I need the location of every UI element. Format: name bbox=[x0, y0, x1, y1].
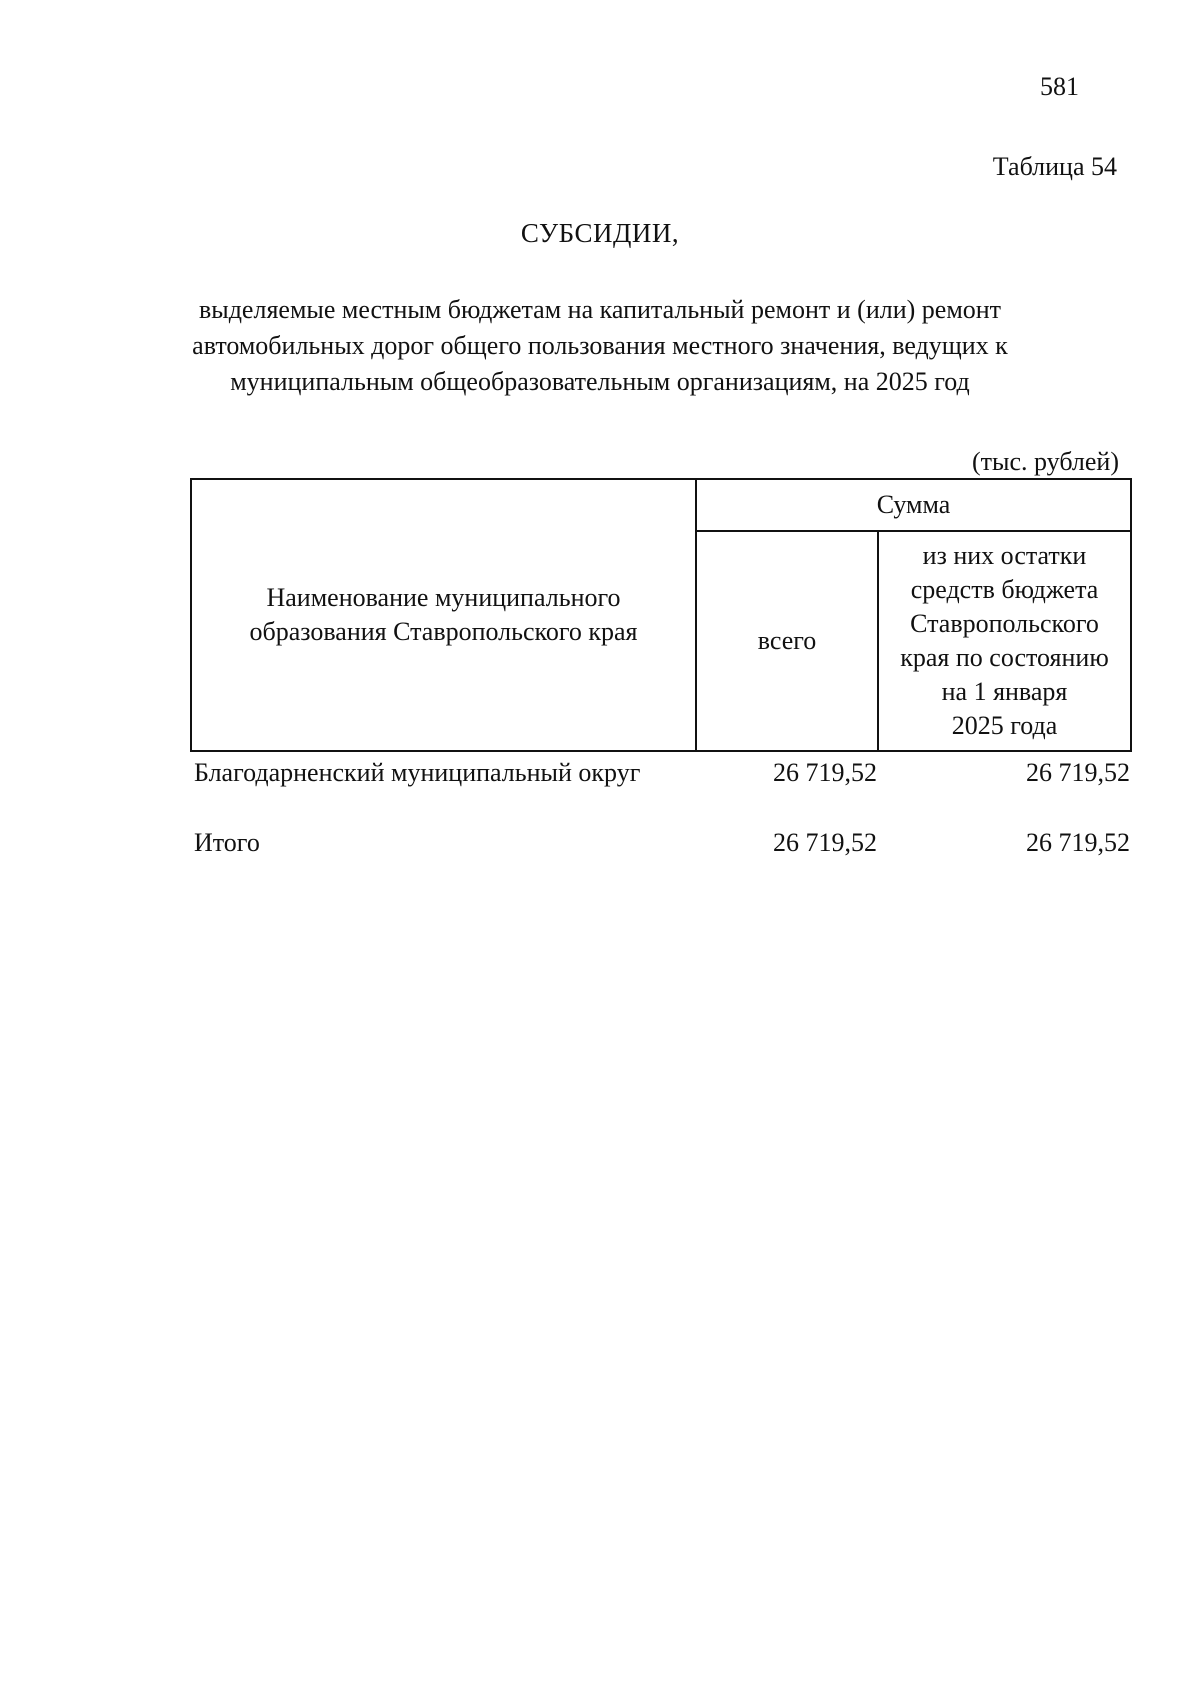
table-row bbox=[190, 758, 1130, 798]
header-remainder-line: края по состоянию bbox=[900, 643, 1109, 672]
header-remainder-line: из них остатки bbox=[922, 541, 1087, 570]
row-name: Благодарненский муниципальный округ bbox=[194, 758, 641, 787]
header-name-line: Наименование муниципального bbox=[266, 583, 621, 612]
subtitle-line: автомобильных дорог общего пользования местного значения, ведущих к bbox=[192, 331, 1008, 360]
row-total: 26 719,52 bbox=[773, 828, 877, 857]
header-total-cell: всего bbox=[696, 531, 878, 751]
document-title: СУБСИДИИ, bbox=[520, 218, 680, 248]
row-name: Итого bbox=[194, 828, 260, 857]
table-row-total bbox=[190, 828, 1130, 868]
row-total: 26 719,52 bbox=[773, 758, 877, 787]
page-number: 581 bbox=[1040, 72, 1079, 101]
subtitle-line: выделяемые местным бюджетам на капитальный ремонт и (или) ремонт bbox=[198, 295, 1002, 324]
row-remainder: 26 719,52 bbox=[1026, 828, 1130, 857]
header-remainder-line: средств бюджета bbox=[910, 575, 1099, 604]
row-remainder: 26 719,52 bbox=[1026, 758, 1130, 787]
table-header bbox=[190, 478, 1132, 752]
subtitle-line: муниципальным общеобразовательным организациям, на 2025 год bbox=[230, 367, 970, 396]
header-remainder-line: на 1 января bbox=[941, 677, 1068, 706]
units-label: (тыс. рублей) bbox=[971, 447, 1119, 476]
header-sum-cell: Сумма bbox=[696, 479, 1131, 531]
header-remainder-cell bbox=[878, 531, 1131, 751]
table-label: Таблица 54 bbox=[992, 152, 1117, 181]
document-subtitle bbox=[150, 292, 1050, 400]
header-name-cell bbox=[191, 479, 696, 751]
header-remainder-line: 2025 года bbox=[951, 711, 1058, 740]
header-remainder-line: Ставропольского bbox=[910, 609, 1099, 638]
header-name-line: образования Ставропольского края bbox=[249, 617, 638, 646]
